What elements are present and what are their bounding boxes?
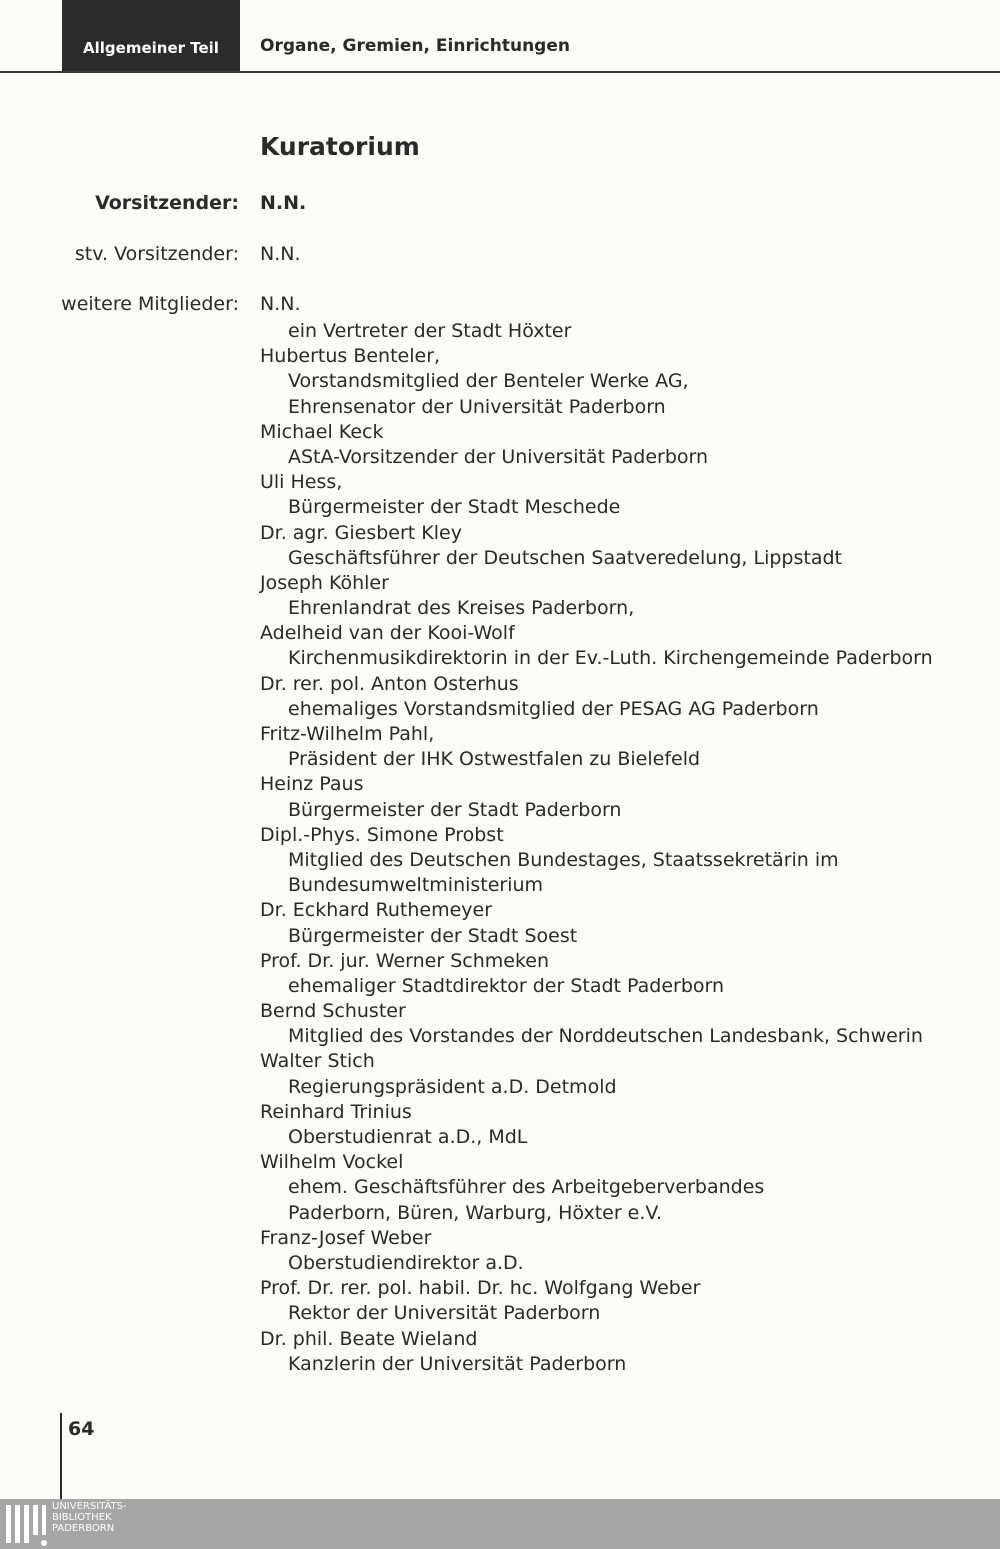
- member-name: Michael Keck: [260, 420, 384, 443]
- member-role: ein Vertreter der Stadt Höxter: [288, 320, 572, 342]
- member-role: ehemaliger Stadtdirektor der Stadt Paderborn: [288, 974, 725, 997]
- member-role: Oberstudienrat a.D., MdL: [288, 1126, 528, 1148]
- members-label: weitere Mitglieder:: [61, 293, 239, 315]
- member-name: Dr. rer. pol. Anton Osterhus: [260, 672, 519, 695]
- chair-label: Vorsitzender:: [95, 192, 239, 214]
- vice-chair-value: N.N.: [260, 243, 301, 265]
- member-role: Präsident der IHK Ostwestfalen zu Bielefeld: [288, 748, 701, 771]
- member-name: Bernd Schuster: [260, 1000, 406, 1023]
- member-name: Wilhelm Vockel: [260, 1151, 404, 1174]
- member-role: Bürgermeister der Stadt Meschede: [288, 496, 621, 519]
- member-role: Ehrenlandrat des Kreises Paderborn,: [288, 597, 635, 620]
- library-name-line: UNIVERSITÄTS-: [52, 1501, 127, 1512]
- chair-value: N.N.: [260, 192, 307, 214]
- member-role: Oberstudiendirektor a.D.: [288, 1251, 524, 1274]
- member-name: Dr. phil. Beate Wieland: [260, 1327, 478, 1350]
- header-tab-label: Allgemeiner Teil: [83, 38, 219, 57]
- member-role: Kirchenmusikdirektorin in der Ev.-Luth. Kirchengemeinde Paderborn: [288, 647, 933, 670]
- member-role: Paderborn, Büren, Warburg, Höxter e.V.: [288, 1201, 662, 1224]
- header-section-title: Organe, Gremien, Einrichtungen: [260, 36, 570, 56]
- member-name: Fritz-Wilhelm Pahl,: [260, 723, 435, 745]
- header-divider: [0, 71, 1000, 73]
- library-name-line: PADERBORN: [52, 1523, 115, 1534]
- member-role: Kanzlerin der Universität Paderborn: [288, 1352, 627, 1375]
- member-role: Bürgermeister der Stadt Paderborn: [288, 798, 622, 821]
- library-logo-icon: [4, 1501, 48, 1547]
- member-role: Geschäftsführer der Deutschen Saatveredelung, Lippstadt: [288, 546, 842, 569]
- page-title: Kuratorium: [260, 132, 420, 161]
- member-role: ehemaliges Vorstandsmitglied der PESAG AG Paderborn: [288, 697, 819, 720]
- member-role: Rektor der Universität Paderborn: [288, 1302, 601, 1325]
- member-role: Vorstandsmitglied der Benteler Werke AG,: [288, 370, 689, 393]
- member-name: Joseph Köhler: [260, 571, 389, 594]
- member-name: Prof. Dr. rer. pol. habil. Dr. hc. Wolfgang Weber: [260, 1277, 701, 1300]
- member-role: ehem. Geschäftsführer des Arbeitgeberverbandes: [288, 1176, 765, 1199]
- members-list: [260, 319, 990, 1377]
- member-name: Reinhard Trinius: [260, 1100, 412, 1123]
- library-name: [52, 1501, 127, 1534]
- member-role: Bundesumweltministerium: [288, 874, 544, 897]
- member-name: Heinz Paus: [260, 773, 364, 796]
- member-name: Franz-Josef Weber: [260, 1226, 432, 1249]
- member-name: Adelheid van der Kooi-Wolf: [260, 622, 515, 645]
- footer-bar: [0, 1499, 1000, 1549]
- member-role: Mitglied des Deutschen Bundestages, Staatssekretärin im: [288, 848, 839, 871]
- member-role: Regierungspräsident a.D. Detmold: [288, 1075, 617, 1098]
- member-name: Dr. Eckhard Ruthemeyer: [260, 899, 493, 922]
- member-name: Hubertus Benteler,: [260, 345, 441, 368]
- library-name-line: BIBLIOTHEK: [52, 1512, 112, 1523]
- member-name: Uli Hess,: [260, 471, 343, 494]
- member-name: Dr. agr. Giesbert Kley: [260, 521, 462, 544]
- member-role: Mitglied des Vorstandes der Norddeutschen Landesbank, Schwerin: [288, 1025, 923, 1048]
- member-role: AStA-Vorsitzender der Universität Paderborn: [288, 445, 709, 468]
- page-number: 64: [68, 1418, 95, 1440]
- header-tab: [62, 0, 240, 71]
- member-name: Walter Stich: [260, 1050, 375, 1073]
- member-name: Dipl.-Phys. Simone Probst: [260, 823, 504, 846]
- member-role: Ehrensenator der Universität Paderborn: [288, 395, 666, 418]
- page-number-rule: [60, 1413, 62, 1499]
- vice-chair-label: stv. Vorsitzender:: [74, 243, 239, 265]
- members-first-value: N.N.: [260, 293, 301, 315]
- member-name: Prof. Dr. jur. Werner Schmeken: [260, 949, 549, 972]
- member-role: Bürgermeister der Stadt Soest: [288, 924, 578, 947]
